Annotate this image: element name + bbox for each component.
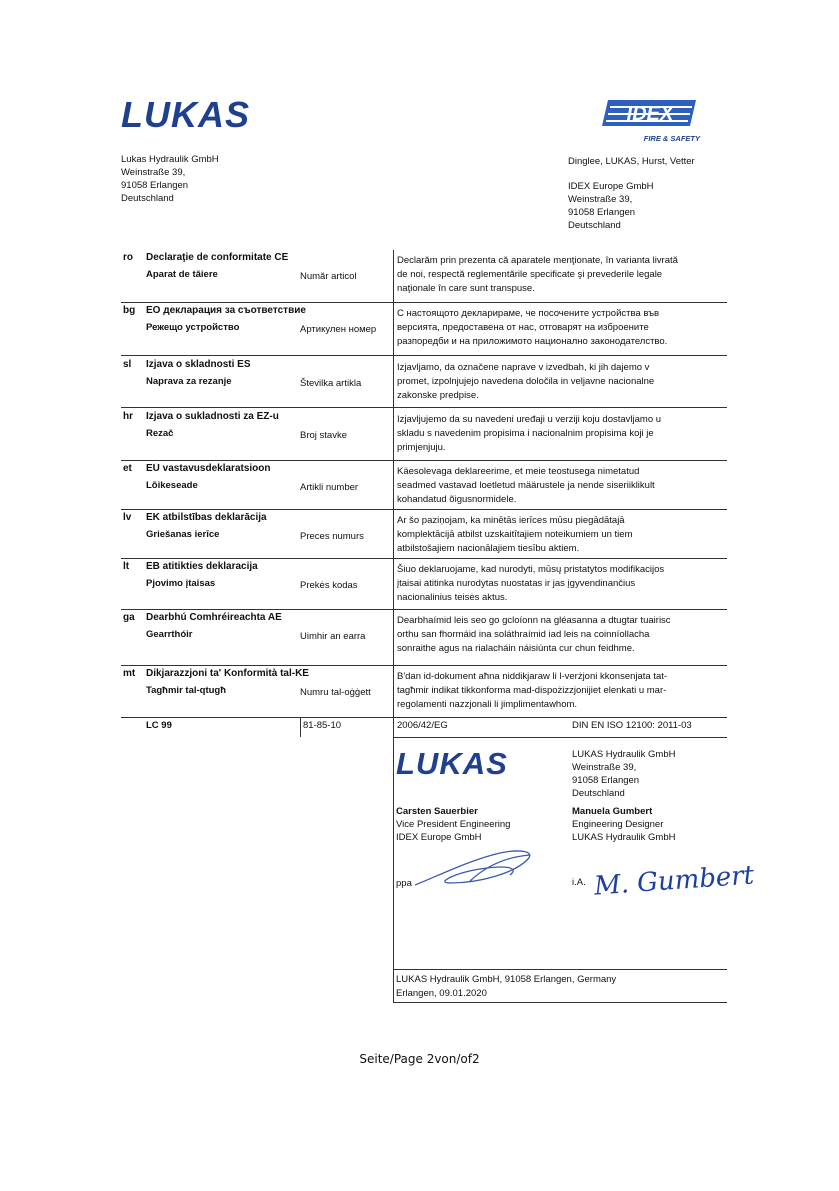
signer-1-role: Vice President Engineering (396, 819, 511, 830)
declaration-title: Izjava o sukladnosti za EZ-u (146, 411, 279, 422)
article-label: Prekės kodas (300, 580, 358, 591)
product-name: Rezač (146, 428, 174, 439)
declaration-line: įtaisai atitinka nurodytas nuostatas ir jas įgyvendinančius (397, 578, 636, 589)
language-code: lt (123, 561, 130, 572)
declaration-line: Käesolevaga deklareerime, et meie teostusega nimetatud (397, 466, 640, 477)
model-number: LC 99 (146, 720, 172, 731)
language-code: ro (123, 252, 133, 263)
article-divider (300, 717, 301, 737)
declaration-title: Dikjarazzjoni ta' Konformità tal-KE (146, 668, 309, 679)
row-divider (121, 407, 727, 408)
declaration-line: de noi, respectă reglementările specificate şi prevederile legale (397, 269, 663, 280)
row-divider (121, 717, 727, 718)
product-name: Pjovimo įtaisas (146, 578, 216, 589)
product-name: Gearrthóir (146, 629, 193, 640)
address-line: 91058 Erlangen (572, 775, 640, 786)
declaration-line: primjenjuju. (397, 442, 446, 453)
declaration-text (397, 254, 732, 296)
declaration-line: promet, izpolnjujejo navedena določila in veljavne nacionalne (397, 376, 655, 387)
svg-text:IDEX: IDEX (626, 103, 674, 125)
signer-2 (572, 805, 675, 844)
declaration-line: Ar šo paziņojam, ka minētās ierīces mūsu piegādātajā (397, 515, 625, 526)
article-label: Artikli number (300, 482, 359, 493)
row-divider (121, 460, 727, 461)
signer-1-company: IDEX Europe GmbH (396, 832, 482, 843)
ppa-label: ppa (396, 878, 412, 889)
declaration-text (397, 413, 732, 455)
declaration-line: Izjavljujemo da su navedeni uređaji u verziji koju dostavljamo u (397, 414, 662, 425)
column-divider (393, 250, 394, 1002)
article-label: Številka artikla (300, 378, 362, 389)
standard: DIN EN ISO 12100: 2011-03 (572, 720, 692, 731)
declaration-text (397, 670, 732, 712)
declaration-line: Šiuo deklaruojame, kad nurodyti, mūsų pristatytos modifikacijos (397, 564, 665, 575)
signature-2: M. Gumbert (593, 860, 756, 902)
ia-label: i.A. (572, 877, 586, 888)
address-line: 91058 Erlangen (568, 207, 636, 218)
right-brands: Dinglee, LUKAS, Hurst, Vetter (568, 156, 695, 167)
product-name: Griešanas ierīce (146, 529, 220, 540)
language-code: bg (123, 305, 136, 316)
declaration-text (397, 514, 732, 556)
row-divider (121, 302, 727, 303)
declaration-line: naţionale în care sunt transpuse. (397, 283, 535, 294)
declaration-line: orthu san fhormáid ina soláthraímid iad leis na coinníollacha (397, 629, 650, 640)
signer-2-role: Engineering Designer (572, 819, 664, 830)
page-number: Seite/Page 2von/of2 (359, 1052, 480, 1066)
declaration-line: версията, предоставена от нас, отговарят на изброените (397, 322, 649, 333)
address-line: Deutschland (572, 788, 625, 799)
declaration-line: komplektācijā atbilst uzskaitītajiem noteikumiem un tiem (397, 529, 633, 540)
row-divider (121, 509, 727, 510)
footer-date: Erlangen, 09.01.2020 (396, 988, 487, 999)
product-name: Lõikeseade (146, 480, 198, 491)
signer-2-name: Manuela Gumbert (572, 806, 653, 817)
product-name: Naprava za rezanje (146, 376, 232, 387)
product-name: Tagħmir tal-qtugħ (146, 685, 227, 696)
declaration-line: atbilstošajiem nacionālajiem tiesību aktiem. (397, 543, 580, 554)
declaration-title: EK atbilstības deklarācija (146, 512, 267, 523)
declaration-line: B'dan id-dokument aħna niddikjaraw li l-verżjoni kkonsenjata tat- (397, 671, 668, 682)
address-line: Deutschland (121, 193, 174, 204)
signature-1 (410, 845, 550, 895)
address-line: Lukas Hydraulik GmbH (121, 154, 219, 165)
declaration-text (397, 614, 732, 656)
declaration-line: разпоредби и на приложимото национално законодателство. (397, 336, 668, 347)
declaration-text (397, 563, 732, 605)
declaration-title: EÜ vastavusdeklaratsioon (146, 463, 271, 474)
idex-logo-mark (600, 98, 700, 128)
left-address (121, 153, 219, 205)
declaration-line: Izjavljamo, da označene naprave v izvedbah, ki jih dajemo v (397, 362, 650, 373)
declaration-title: Declaraţie de conformitate CE (146, 252, 289, 263)
product-name: Режещо устройство (146, 322, 240, 333)
footer-rule (393, 969, 727, 970)
address-line: IDEX Europe GmbH (568, 181, 654, 192)
declaration-line: Declarăm prin prezenta că aparatele menţionate, în varianta livrată (397, 255, 678, 266)
declaration-text (397, 361, 732, 403)
row-divider (121, 609, 727, 610)
language-code: mt (123, 668, 136, 679)
company-address (572, 748, 675, 800)
bottom-rule (393, 737, 727, 738)
language-code: et (123, 463, 132, 474)
row-divider (121, 355, 727, 356)
article-label: Broj stavke (300, 430, 347, 441)
address-line: Weinstraße 39, (572, 762, 637, 773)
address-line: Weinstraße 39, (568, 194, 633, 205)
declaration-line: kohandatud õigusnormidele. (397, 494, 517, 505)
declaration-title: Dearbhú Comhréireachta AE (146, 612, 282, 623)
directive: 2006/42/EG (397, 720, 448, 731)
article-label: Numru tal-oġġett (300, 687, 371, 698)
declaration-title: Izjava o skladnosti ES (146, 359, 251, 370)
signer-1-name: Carsten Sauerbier (396, 806, 478, 817)
lukas-logo: LUKAS (121, 94, 250, 135)
article-label: Артикулен номер (300, 324, 377, 335)
address-line: LUKAS Hydraulik GmbH (572, 749, 676, 760)
declaration-text (397, 307, 732, 349)
footer-company: LUKAS Hydraulik GmbH, 91058 Erlangen, Germany (396, 974, 617, 985)
signer-2-company: LUKAS Hydraulik GmbH (572, 832, 676, 843)
idex-tagline: FIRE & SAFETY (643, 134, 700, 143)
declaration-line: seadmed vastavad loetletud määrustele ja nende siseriiklikult (397, 480, 655, 491)
address-line: Weinstraße 39, (121, 167, 186, 178)
declaration-line: nacionalinius teisės aktus. (397, 592, 508, 603)
row-divider (121, 665, 727, 666)
declaration-line: skladu s navedenim propisima i nacionalnim propisima koji je (397, 428, 654, 439)
declaration-line: С настоящото декларираме, че посочените устройства във (397, 308, 660, 319)
idex-logo (600, 98, 700, 143)
signer-1 (396, 805, 510, 844)
article-label: Preces numurs (300, 531, 364, 542)
declaration-line: sonraithe agus na rialacháin náisiúnta cur chun feidhme. (397, 643, 635, 654)
declaration-title: EB atitikties deklaracija (146, 561, 258, 572)
footer-bottom-rule (393, 1002, 727, 1003)
row-divider (121, 558, 727, 559)
declaration-line: regolamenti nazzjonali li jimplimentawhom. (397, 699, 578, 710)
declaration-title: ЕО декларация за съответствие (146, 305, 306, 316)
declaration-line: tagħmir indikat tikkonforma mad-dispożizzjonijiet elenkati u mar- (397, 685, 667, 696)
declaration-line: zakonske predpise. (397, 390, 479, 401)
declaration-line: Dearbhaímid leis seo go gcloíonn na gléasanna a dtugtar tuairisc (397, 615, 671, 626)
declaration-text (397, 465, 732, 507)
language-code: lv (123, 512, 132, 523)
language-code: hr (123, 411, 133, 422)
article-number: 81-85-10 (303, 720, 342, 731)
article-label: Uimhir an earra (300, 631, 366, 642)
language-code: ga (123, 612, 135, 623)
product-name: Aparat de tăiere (146, 269, 218, 280)
address-line: 91058 Erlangen (121, 180, 189, 191)
address-line: Deutschland (568, 220, 621, 231)
article-label: Număr articol (300, 271, 357, 282)
right-address (568, 180, 654, 232)
lukas-logo-small: LUKAS (396, 746, 508, 781)
language-code: sl (123, 359, 132, 370)
